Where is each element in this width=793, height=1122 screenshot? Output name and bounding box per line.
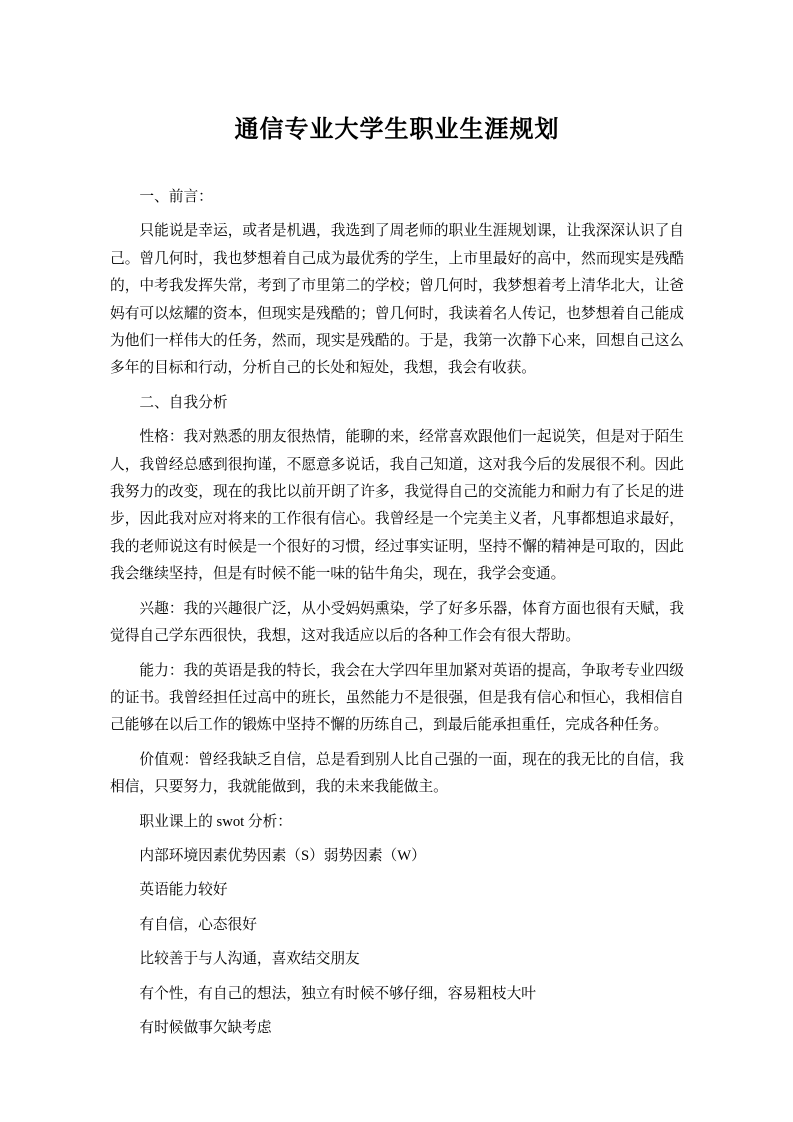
- line-swot-intro: 职业课上的 swot 分析：: [139, 813, 292, 830]
- paragraph-foreword: 只能说是幸运，或者是机遇，我选到了周老师的职业生涯规划课，让我深深认识了自己。曾几何时，我也梦想着自己成为最优秀的学生，上市里最好的高中，然而现实是残酷的，中考我发挥失常，考到了市里第二的学校；曾几何时，我梦想着考上清华北大，让爸妈有可以炫耀的资本，但现实是残酷的；曾几何时，我读着名人传记，也梦想着自己能成为他们一样伟大的任务，然而，现实是残酷的。于是，我第一次静下心来，回想自己这么多年的目标和行动，分析自己的长处和短处，我想，我会有收获。: [110, 223, 684, 377]
- paragraph-ability: 能力：我的英语是我的特长，我会在大学四年里加紧对英语的提高，争取考专业四级的证书。我曾经担任过高中的班长，虽然能力不是很强，但是我有信心和恒心，我相信自己能够在以后工作的锻炼中坚持不懈的历练自己，到最后能承担重任，完成各种任务。: [110, 662, 684, 734]
- document-title: 通信专业大学生职业生涯规划: [234, 116, 560, 143]
- line-swot-weakness-careless: 有个性，有自己的想法，独立有时候不够仔细，容易粗枝大叶: [139, 985, 536, 1002]
- line-swot-internal-factors: 内部环境因素优势因素（S）弱势因素（W）: [139, 847, 426, 864]
- paragraph-personality: 性格：我对熟悉的朋友很热情，能聊的来，经常喜欢跟他们一起说笑，但是对于陌生人，我曾经总感到很拘谨，不愿意多说话，我自己知道，这对我今后的发展很不利。因此我努力的改变，现在的我比以前开朗了许多，我觉得自己的交流能力和耐力有了长足的进步，因此我对应对将来的工作很有信心。我曾经是一个完美主义者，凡事都想追求最好，我的老师说这有时候是一个很好的习惯，经过事实证明，坚持不懈的精神是可取的，因此我会继续坚持，但是有时候不能一味的钻牛角尖，现在，我学会变通。: [110, 429, 684, 583]
- section-heading-self-analysis: 二、自我分析: [139, 394, 228, 411]
- paragraph-interests: 兴趣：我的兴趣很广泛，从小受妈妈熏染，学了好多乐器，体育方面也很有天赋，我觉得自己学东西很快，我想，这对我适应以后的各种工作会有很大帮助。: [110, 600, 684, 645]
- section-heading-foreword: 一、前言：: [139, 189, 213, 205]
- paragraph-values: 价值观：曾经我缺乏自信，总是看到别人比自己强的一面，现在的我无比的自信，我相信，只要努力，我就能做到，我的未来我能做主。: [110, 751, 684, 796]
- line-swot-strength-confidence: 有自信，心态很好: [139, 916, 257, 933]
- line-swot-weakness-consideration: 有时候做事欠缺考虑: [139, 1019, 272, 1036]
- line-swot-strength-communication: 比较善于与人沟通，喜欢结交朋友: [139, 951, 360, 968]
- line-swot-strength-english: 英语能力较好: [139, 882, 228, 899]
